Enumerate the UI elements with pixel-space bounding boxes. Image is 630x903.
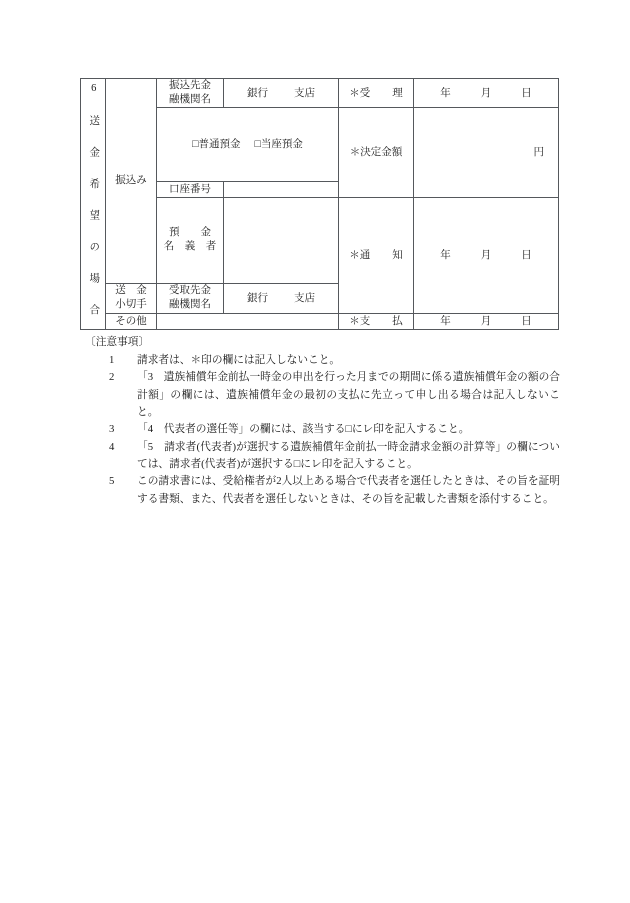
- account-holder-input-cell[interactable]: [224, 197, 339, 283]
- decided-amount-unit: 円: [533, 146, 544, 158]
- bank-name-label-line2: 融機関名: [169, 94, 211, 106]
- decided-amount-label: ＊決定金額: [349, 146, 403, 158]
- note-item: [109, 352, 560, 369]
- category-other-label: その他: [115, 315, 147, 327]
- receipt-label-b: 理: [392, 87, 403, 99]
- account-type-cell[interactable]: [157, 108, 339, 181]
- note-text: 「5 請求者(代表者)が選択する遺族補償年金前払一時金請求金額の計算等」の欄については、請求者(代表者)が選択する□にレ印を記入すること。: [137, 440, 560, 471]
- receipt-month: 月: [480, 87, 492, 99]
- payment-day: 日: [521, 315, 532, 327]
- receipt-label: [349, 86, 403, 101]
- payment-label-cell: [339, 313, 414, 329]
- receipt-year: 年: [440, 87, 451, 99]
- note-item: [109, 369, 560, 421]
- branch-word: 支店: [294, 87, 315, 99]
- payment-label-a: ＊支: [349, 315, 371, 327]
- account-holder-label-line1: 預 金: [169, 227, 211, 239]
- account-holder-label-line2: 名 義 者: [163, 241, 217, 253]
- current-deposit-checkbox[interactable]: □当座預金: [254, 138, 303, 150]
- decided-amount-value-cell[interactable]: [414, 108, 559, 197]
- payment-date-hint: [440, 314, 532, 329]
- payee-bank-word: 銀行: [247, 292, 268, 304]
- account-number-input-cell[interactable]: [224, 181, 339, 197]
- account-number-label: 口座番号: [169, 183, 211, 195]
- ordinary-deposit-checkbox[interactable]: □普通預金: [192, 138, 241, 150]
- notification-date-hint: [440, 248, 532, 263]
- category-remittance-check-line1: 送 金: [115, 285, 147, 297]
- payment-label-b: 払: [392, 315, 403, 327]
- notes-list: [85, 352, 560, 508]
- payment-month: 月: [480, 315, 492, 327]
- note-text: 請求者は、＊印の欄には記入しないこと。: [137, 354, 341, 367]
- bank-word: 銀行: [247, 87, 268, 99]
- note-text: この請求書には、受給権者が2人以上ある場合で代表者を選任したときは、その旨を証明する書類、また、代表者を選任しないときは、その旨を記載した書類を添付すること。: [137, 475, 560, 505]
- notification-label-b: 知: [392, 249, 403, 261]
- notes-section: [85, 334, 560, 508]
- category-other-cell: [106, 313, 157, 329]
- payee-bank-label-line1: 受取先金: [169, 285, 211, 297]
- decided-amount-label-cell: [339, 108, 414, 197]
- note-number: 3: [109, 423, 115, 436]
- payee-bank-input-cell[interactable]: [224, 284, 339, 313]
- account-number-label-cell: [157, 181, 224, 197]
- payment-date-cell[interactable]: [414, 313, 559, 329]
- notification-year: 年: [440, 249, 451, 261]
- receipt-date-cell[interactable]: [414, 79, 559, 108]
- bank-name-input-cell[interactable]: [224, 79, 339, 108]
- note-number: 5: [109, 475, 115, 488]
- receipt-day: 日: [521, 87, 532, 99]
- note-item: [109, 439, 560, 474]
- remittance-preference-table: [80, 78, 552, 330]
- notification-month: 月: [480, 249, 492, 261]
- category-transfer-label: 振込み: [115, 175, 147, 187]
- payee-bank-label-cell: [157, 284, 224, 313]
- category-remittance-check-cell: [106, 284, 157, 313]
- payee-branch-word: 支店: [294, 292, 315, 304]
- table-row: [81, 313, 559, 329]
- notification-label-cell: [339, 197, 414, 313]
- payee-bank-branch-hint: [247, 293, 315, 304]
- receipt-label-a: ＊受: [349, 87, 371, 99]
- note-number: 1: [109, 354, 115, 367]
- payment-label: [349, 314, 403, 329]
- payment-year: 年: [440, 315, 451, 327]
- notification-label-a: ＊通: [349, 249, 371, 261]
- note-text: 「3 遺族補償年金前払一時金の申出を行った月までの期間に係る遺族補償年金の額の合計額」の欄には、遺族補償年金の最初の支払に先立って申し出る場合は記入しないこと。: [137, 371, 560, 419]
- bank-branch-hint: [247, 88, 315, 99]
- note-text: 「4 代表者の選任等」の欄には、該当する□にレ印を記入すること。: [137, 423, 470, 436]
- category-transfer-cell: [106, 79, 157, 284]
- receipt-label-cell: [339, 79, 414, 108]
- form-table: [80, 78, 559, 330]
- note-number: 2: [109, 371, 115, 384]
- note-item: [109, 473, 560, 508]
- section-vertical-label: 6 送 金 希 望 の 場 合: [88, 83, 100, 320]
- notification-date-cell[interactable]: [414, 197, 559, 313]
- notification-label: [349, 248, 403, 263]
- section-vertical-label-cell: [81, 79, 106, 330]
- notification-day: 日: [521, 249, 532, 261]
- receipt-date-hint: [440, 86, 532, 101]
- account-holder-label-cell: [157, 197, 224, 283]
- other-input-cell[interactable]: [157, 313, 339, 329]
- bank-name-label-cell: [157, 79, 224, 108]
- payee-bank-label-line2: 融機関名: [169, 299, 211, 311]
- notes-title: 〔注意事項〕: [85, 336, 150, 348]
- note-number: 4: [109, 440, 115, 453]
- category-remittance-check-line2: 小切手: [115, 299, 147, 311]
- bank-name-label-line1: 振込先金: [169, 80, 211, 91]
- note-item: [109, 421, 560, 438]
- table-row: [81, 79, 559, 108]
